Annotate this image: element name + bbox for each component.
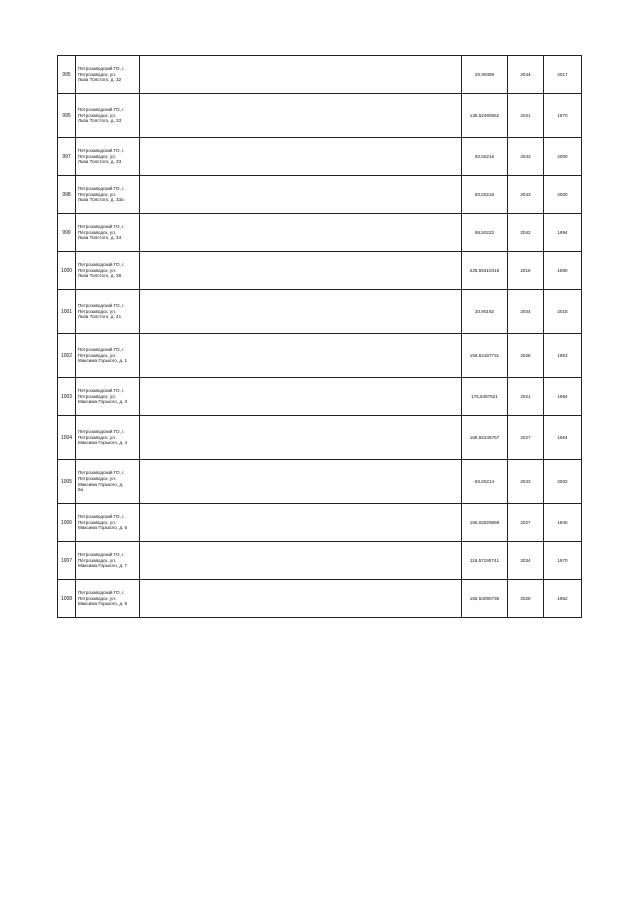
address-line: Льва Толстого, д. 33	[78, 118, 122, 124]
work-description	[140, 378, 462, 416]
row-number: 1003	[58, 378, 76, 416]
address-line: Петрозаводский ГО, г.	[78, 185, 125, 191]
work-description	[140, 580, 462, 618]
build-year: 2017	[544, 56, 582, 94]
table-row	[58, 94, 582, 138]
row-number: 1002	[58, 334, 76, 378]
address-line: Петрозаводский ГО, г.	[78, 302, 125, 308]
address-cell	[76, 334, 140, 378]
build-year: 1954	[544, 416, 582, 460]
table-row	[58, 378, 582, 416]
work-description	[140, 460, 462, 504]
row-number: 995	[58, 94, 76, 138]
planned-year: 2027	[508, 504, 544, 542]
address-line: Петрозаводский ГО, г.	[78, 346, 125, 352]
address-line: Петрозаводский ГО, г.	[78, 387, 125, 393]
address-line: Петрозаводск, ул.	[78, 229, 117, 235]
work-description	[140, 176, 462, 214]
planned-year: 2044	[508, 56, 544, 94]
table-row	[58, 214, 582, 252]
address-line: Максима Горького, д. 9	[78, 601, 128, 607]
planned-year: 2043	[508, 138, 544, 176]
row-number: 997	[58, 138, 76, 176]
cost-value: 156,02829968	[462, 504, 508, 542]
address-line: Льва Толстого, д. 33а	[78, 197, 124, 203]
address-line: Петрозаводск, ул.	[78, 393, 117, 399]
cost-value: 175,5497621	[462, 378, 508, 416]
cost-value: 156,53167731	[462, 334, 508, 378]
row-number: 1006	[58, 504, 76, 542]
address-line: Петрозаводский ГО, г.	[78, 261, 125, 267]
build-year: 1953	[544, 334, 582, 378]
address-line: Петрозаводск, ул.	[78, 352, 117, 358]
planned-year: 2043	[508, 176, 544, 214]
row-number: 1000	[58, 252, 76, 290]
cost-value: 95,50222	[462, 214, 508, 252]
address-line: Петрозаводский ГО, г.	[78, 551, 125, 557]
address-line: Петрозаводск, ул.	[78, 434, 117, 440]
table-row	[58, 138, 582, 176]
cost-value: 158,92246757	[462, 416, 508, 460]
address-line: Льва Толстого, д. 32	[78, 77, 122, 83]
planned-year: 2025	[508, 580, 544, 618]
cost-value: 50,50216	[462, 176, 508, 214]
planned-year: 2021	[508, 378, 544, 416]
build-year: 1970	[544, 94, 582, 138]
address-line: Максима Горького, д. 6	[78, 525, 128, 531]
build-year: 1952	[544, 580, 582, 618]
address-cell	[76, 504, 140, 542]
build-year: 1940	[544, 504, 582, 542]
work-description	[140, 56, 462, 94]
planned-year: 2016	[508, 252, 544, 290]
row-number: 1007	[58, 542, 76, 580]
table-row	[58, 290, 582, 334]
address-line: Петрозаводск, ул.	[78, 519, 117, 525]
address-cell	[76, 542, 140, 580]
table-row	[58, 460, 582, 504]
address-line: Петрозаводский ГО, г.	[78, 428, 125, 434]
address-line: Максима Горького, д.	[78, 481, 124, 487]
address-cell	[76, 460, 140, 504]
address-cell	[76, 416, 140, 460]
cost-value: 225,59310419	[462, 252, 508, 290]
table-row	[58, 542, 582, 580]
address-cell	[76, 138, 140, 176]
build-year: 2002	[544, 460, 582, 504]
address-line: Петрозаводский ГО, г.	[78, 589, 125, 595]
cost-value: 155,53090735	[462, 580, 508, 618]
work-description	[140, 542, 462, 580]
address-line: Петрозаводск, ул.	[78, 153, 117, 159]
work-description	[140, 290, 462, 334]
address-line: Максима Горького, д. 4	[78, 440, 128, 446]
planned-year: 2027	[508, 416, 544, 460]
cost-value: 20,90389	[462, 56, 508, 94]
row-number: 999	[58, 214, 76, 252]
table-row	[58, 176, 582, 214]
work-description	[140, 504, 462, 542]
build-year: 1964	[544, 378, 582, 416]
address-line: Петрозаводский ГО, г.	[78, 147, 125, 153]
address-cell	[76, 56, 140, 94]
row-number: 995	[58, 56, 76, 94]
planned-year: 2042	[508, 214, 544, 252]
cost-value: 138,52490662	[462, 94, 508, 138]
address-line: Льва Толстого, д. 41	[78, 314, 122, 320]
address-line: Петрозаводский ГО, г.	[78, 513, 125, 519]
address-cell	[76, 252, 140, 290]
planned-year: 2026	[508, 334, 544, 378]
build-year: 2000	[544, 176, 582, 214]
table-row	[58, 56, 582, 94]
planned-year: 2031	[508, 94, 544, 138]
address-cell	[76, 94, 140, 138]
table-row	[58, 252, 582, 290]
address-line: Петрозаводский ГО, г.	[78, 223, 125, 229]
cost-value: 116,57190741	[462, 542, 508, 580]
table-row	[58, 416, 582, 460]
address-line: Петрозаводск, ул.	[78, 71, 117, 77]
row-number: 1005	[58, 460, 76, 504]
row-number: 998	[58, 176, 76, 214]
address-line: Петрозаводск, ул.	[78, 475, 117, 481]
build-year: 1994	[544, 214, 582, 252]
build-year: 1980	[544, 252, 582, 290]
work-description	[140, 214, 462, 252]
address-line: Льва Толстого, д. 33	[78, 159, 122, 165]
address-line: Петрозаводск, ул.	[78, 308, 117, 314]
address-line: Петрозаводск, ул.	[78, 112, 117, 118]
address-line: Петрозаводский ГО, г.	[78, 469, 125, 475]
planned-year: 2044	[508, 290, 544, 334]
address-cell	[76, 378, 140, 416]
cost-value: 20,90192	[462, 290, 508, 334]
address-cell	[76, 214, 140, 252]
work-description	[140, 252, 462, 290]
address-line: Петрозаводск, ул.	[78, 557, 117, 563]
table-body	[58, 56, 582, 618]
build-year: 2018	[544, 290, 582, 334]
address-line: Петрозаводский ГО, г.	[78, 106, 125, 112]
table-row	[58, 580, 582, 618]
address-line: Петрозаводск, ул.	[78, 191, 117, 197]
address-line: Петрозаводский ГО, г.	[78, 65, 125, 71]
row-number: 1001	[58, 290, 76, 334]
planned-year: 2034	[508, 542, 544, 580]
table-row	[58, 334, 582, 378]
address-line: Максима Горького, д. 3	[78, 399, 128, 405]
address-line: Максима Горького, д. 1	[78, 358, 128, 364]
address-line: Максима Горького, д. 7	[78, 563, 128, 569]
cost-value: 50,50216	[462, 138, 508, 176]
address-cell	[76, 290, 140, 334]
planned-year: 2043	[508, 460, 544, 504]
build-year: 1970	[544, 542, 582, 580]
address-cell	[76, 176, 140, 214]
work-description	[140, 334, 462, 378]
address-line: 5а	[78, 487, 84, 493]
work-description	[140, 416, 462, 460]
address-cell	[76, 580, 140, 618]
cost-value: 50,60214	[462, 460, 508, 504]
row-number: 1008	[58, 580, 76, 618]
address-line: Льва Толстого, д. 38	[78, 273, 122, 279]
work-description	[140, 138, 462, 176]
build-year: 2000	[544, 138, 582, 176]
address-line: Петрозаводск, ул.	[78, 595, 117, 601]
table-row	[58, 504, 582, 542]
row-number: 1004	[58, 416, 76, 460]
work-description	[140, 94, 462, 138]
capital-repair-table	[57, 55, 582, 618]
address-line: Льва Толстого, д. 34	[78, 235, 122, 241]
address-line: Петрозаводск, ул.	[78, 267, 117, 273]
